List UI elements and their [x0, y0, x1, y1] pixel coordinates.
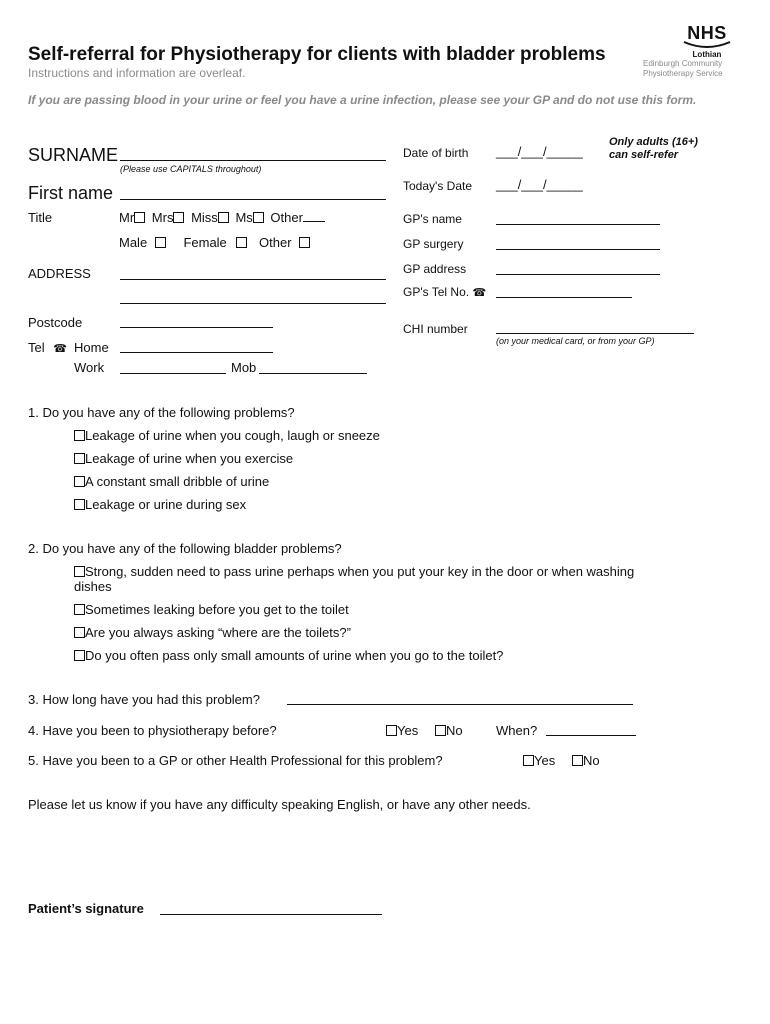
title-label: Title	[28, 210, 53, 225]
q1-option-3[interactable]	[74, 474, 269, 489]
service-line-1: Edinburgh Community	[643, 59, 723, 68]
mob-label: Mob	[231, 360, 257, 375]
capitals-note: (Please use CAPITALS throughout)	[120, 164, 262, 174]
q5-no-label: No	[583, 753, 600, 768]
q2-option-1-label: Strong, sudden need to pass urine perhaps when you put your key in the door or when washing	[85, 564, 635, 579]
q1-option-4-checkbox[interactable]	[74, 499, 85, 510]
address-line-2-field[interactable]	[120, 303, 386, 304]
title-mrs-label: Mrs	[151, 210, 174, 225]
work-phone-field[interactable]	[120, 373, 226, 374]
q5-yes-checkbox[interactable]	[523, 755, 534, 766]
warning-note: If you are passing blood in your urine or feel you have a urine infection, please see your GP and do not use this form.	[28, 93, 697, 107]
title-mrs-checkbox[interactable]	[173, 212, 184, 223]
form-subtitle: Instructions and information are overleaf.	[28, 66, 246, 80]
service-name	[643, 59, 723, 79]
q1-option-4-label: Leakage or urine during sex	[85, 497, 247, 512]
question-3: 3. How long have you had this problem?	[28, 692, 260, 707]
q1-option-1-label: Leakage of urine when you cough, laugh or sneeze	[85, 428, 380, 443]
question-2: 2. Do you have any of the following bladder problems?	[28, 541, 342, 556]
tel-label	[28, 340, 67, 355]
q4-when-field[interactable]	[546, 735, 636, 736]
home-label: Home	[74, 340, 109, 355]
gender-female-checkbox[interactable]	[236, 237, 247, 248]
q4-no-label: No	[446, 723, 463, 738]
signature-label: Patient’s signature	[28, 901, 144, 916]
gender-options	[119, 235, 310, 250]
signature-field[interactable]	[160, 914, 382, 915]
address-line-1-field[interactable]	[120, 279, 386, 280]
gender-other-checkbox[interactable]	[299, 237, 310, 248]
q4-yes-label: Yes	[397, 723, 419, 738]
q5-no[interactable]	[572, 753, 600, 768]
q2-option-3[interactable]	[74, 625, 351, 640]
gp-surgery-field[interactable]	[496, 249, 660, 250]
nhs-logo-region: Lothian	[692, 50, 722, 59]
gp-name-label: GP's name	[403, 212, 462, 226]
q2-option-3-checkbox[interactable]	[74, 627, 85, 638]
form-title: Self-referral for Physiotherapy for clients with bladder problems	[28, 44, 606, 65]
nhs-logo-mark: NHS	[687, 23, 727, 43]
q2-option-2-checkbox[interactable]	[74, 604, 85, 615]
chi-note: (on your medical card, or from your GP)	[496, 336, 655, 346]
gender-male-checkbox[interactable]	[155, 237, 166, 248]
telephone-icon: ☎	[53, 343, 67, 355]
other-needs-prompt: Please let us know if you have any difficulty speaking English, or have any other needs.	[28, 797, 531, 812]
title-miss-checkbox[interactable]	[218, 212, 229, 223]
chi-field[interactable]	[496, 333, 694, 334]
nhs-logo	[680, 24, 734, 59]
dob-label: Date of birth	[403, 146, 469, 160]
adults-note-line-2: can self-refer	[609, 149, 679, 161]
telephone-icon: ☎	[472, 287, 487, 299]
postcode-label: Postcode	[28, 315, 83, 330]
gp-address-label: GP address	[403, 262, 467, 276]
postcode-field[interactable]	[120, 327, 273, 328]
surname-field[interactable]	[120, 160, 386, 161]
title-options	[119, 210, 325, 225]
firstname-field[interactable]	[120, 199, 386, 200]
title-miss-label: Miss	[191, 210, 218, 225]
gp-surgery-label: GP surgery	[403, 237, 464, 251]
adults-note-line-1: Only adults (16+)	[609, 136, 698, 148]
q4-no-checkbox[interactable]	[435, 725, 446, 736]
question-1: 1. Do you have any of the following problems?	[28, 405, 295, 420]
firstname-label: First name	[28, 183, 114, 203]
gender-other-label: Other	[259, 235, 292, 250]
q2-option-4-label: Do you often pass only small amounts of urine when you go to the toilet?	[85, 648, 504, 663]
q1-option-2-label: Leakage of urine when you exercise	[85, 451, 294, 466]
title-mr-checkbox[interactable]	[134, 212, 145, 223]
q3-answer-field[interactable]	[287, 704, 633, 705]
service-line-2: Physiotherapy Service	[643, 69, 723, 78]
mobile-phone-field[interactable]	[259, 373, 367, 374]
q2-option-4[interactable]	[74, 648, 503, 663]
question-4: 4. Have you been to physiotherapy before?	[28, 723, 277, 738]
home-phone-field[interactable]	[120, 352, 273, 353]
title-other-label: Other	[270, 210, 303, 225]
today-label: Today's Date	[403, 179, 472, 193]
q2-option-2-label: Sometimes leaking before you get to the toilet	[85, 602, 349, 617]
address-label: ADDRESS	[28, 266, 91, 281]
q1-option-2[interactable]	[74, 451, 293, 466]
q2-option-2[interactable]	[74, 602, 349, 617]
gp-tel-field[interactable]	[496, 297, 632, 298]
q5-yes[interactable]	[523, 753, 555, 768]
q2-option-1[interactable]	[74, 564, 634, 579]
gp-tel-label-text: GP's Tel No.	[403, 285, 470, 299]
gp-tel-label	[403, 285, 486, 299]
title-ms-label: Ms	[235, 210, 253, 225]
q2-option-3-label: Are you always asking “where are the toilets?”	[85, 625, 351, 640]
work-label: Work	[74, 360, 105, 375]
q1-option-2-checkbox[interactable]	[74, 453, 85, 464]
title-mr-label: Mr	[119, 210, 135, 225]
q2-option-1-checkbox[interactable]	[74, 566, 85, 577]
q1-option-1-checkbox[interactable]	[74, 430, 85, 441]
q1-option-1[interactable]	[74, 428, 380, 443]
q2-option-4-checkbox[interactable]	[74, 650, 85, 661]
q4-when-label: When?	[496, 723, 538, 738]
title-other-field[interactable]	[303, 212, 325, 222]
surname-label: SURNAME	[28, 145, 119, 165]
q4-no[interactable]	[435, 723, 463, 738]
q2-option-1-continued: dishes	[74, 579, 112, 594]
dob-field[interactable]: ___/___/_____	[496, 144, 583, 159]
gp-address-field[interactable]	[496, 274, 660, 275]
q1-option-3-label: A constant small dribble of urine	[85, 474, 270, 489]
adults-note	[609, 136, 698, 162]
q1-option-4[interactable]	[74, 497, 246, 512]
gp-name-field[interactable]	[496, 224, 660, 225]
q5-no-checkbox[interactable]	[572, 755, 583, 766]
question-5: 5. Have you been to a GP or other Health Professional for this problem?	[28, 753, 443, 768]
gender-female-label: Female	[183, 235, 227, 250]
today-field[interactable]: ___/___/_____	[496, 177, 583, 192]
gender-male-label: Male	[119, 235, 148, 250]
q4-yes[interactable]	[386, 723, 418, 738]
q4-yes-checkbox[interactable]	[386, 725, 397, 736]
chi-label: CHI number	[403, 322, 468, 336]
title-ms-checkbox[interactable]	[253, 212, 264, 223]
q5-yes-label: Yes	[534, 753, 556, 768]
q1-option-3-checkbox[interactable]	[74, 476, 85, 487]
tel-label-text: Tel	[28, 340, 45, 355]
